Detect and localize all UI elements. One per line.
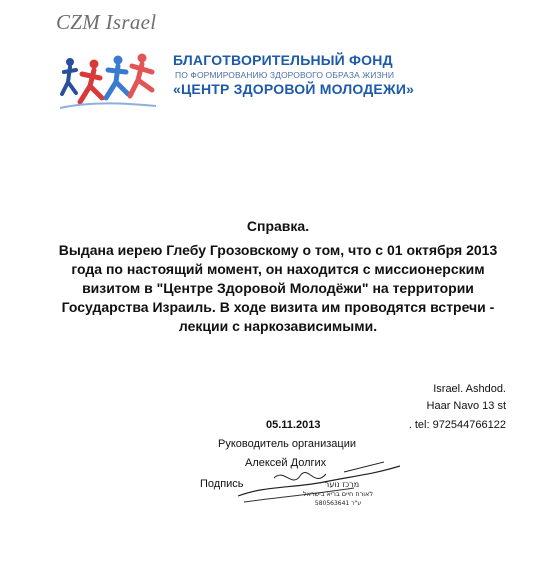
organization-name-line1: БЛАГОТВОРИТЕЛЬНЫЙ ФОНД (173, 52, 393, 68)
signature-label: Подпись (200, 478, 244, 490)
stamp-line3: ע"ר 580563641 (314, 500, 362, 507)
organization-stamp-icon (282, 478, 392, 508)
document-title: Справка. (246, 218, 310, 234)
document-body: Выдана иерею Глебу Грозовскому о том, что с 01 октября 2013 года по настоящий момент, он находится с миссионерским визитом в "Центре Здоровой Молодёжи" на территории Государства Израиль. В ходе визита им проводятся встречи - лекции с наркозависимыми. (58, 242, 498, 334)
document-date: 05.11.2013 (266, 419, 321, 431)
stamp-line1: מרכז נוער (324, 480, 360, 489)
signer-name: Алексей Долгих (245, 457, 327, 469)
address-line2: Haar Navo 13 st (426, 400, 506, 412)
organization-subtitle: ПО ФОРМИРОВАНИЮ ЗДОРОВОГО ОБРАЗА ЖИЗНИ (175, 70, 395, 80)
signer-role: Руководитель организации (218, 438, 357, 450)
stamp-line2: לאורח חיים בריא בישראל (302, 490, 374, 498)
watermark-text: CZM Israel (56, 10, 157, 34)
address-line1: Israel. Ashdod. (433, 383, 506, 395)
logo-figures-icon (58, 48, 162, 114)
organization-name-line3: «ЦЕНТР ЗДОРОВОЙ МОЛОДЕЖИ» (173, 81, 415, 97)
address-line3: . tel: 972544766122 (408, 419, 506, 431)
